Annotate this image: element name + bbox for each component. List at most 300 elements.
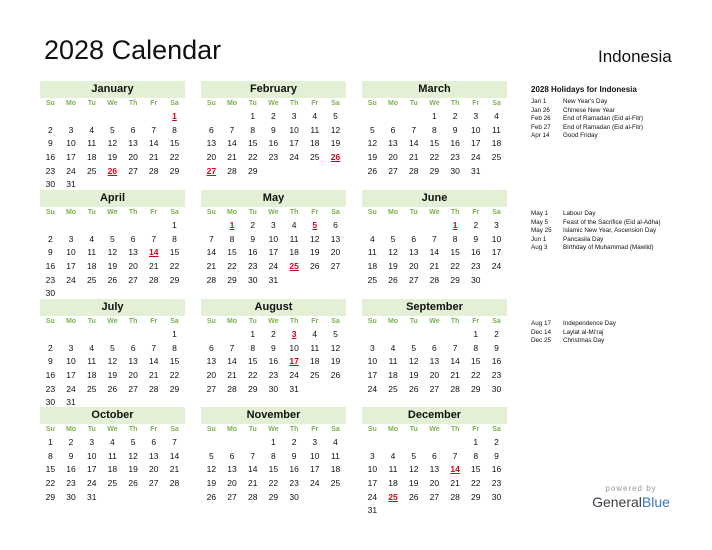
day-cell: 21 xyxy=(227,370,237,381)
weekday-label: Th xyxy=(289,100,299,107)
day-cell: 7 xyxy=(411,124,417,135)
day-cell: 14 xyxy=(247,464,258,475)
day-cell: 17 xyxy=(86,464,97,475)
day-cell: 8 xyxy=(47,450,53,461)
day-cell: 26 xyxy=(206,491,217,502)
day-cell: 5 xyxy=(110,233,115,244)
day-cell: 23 xyxy=(268,152,279,163)
day-cell: 31 xyxy=(471,165,481,176)
day-cell: 18 xyxy=(107,464,118,475)
day-cell: 23 xyxy=(66,478,76,489)
day-cell: 5 xyxy=(110,342,115,353)
month-name: December xyxy=(362,407,507,424)
weekday-label: Fr xyxy=(311,318,319,325)
weekday-label: Th xyxy=(450,100,460,107)
day-cell: 19 xyxy=(367,152,378,163)
day-cell: 30 xyxy=(268,383,279,394)
day-cell: 7 xyxy=(452,450,458,461)
day-cell: 28 xyxy=(247,491,258,502)
empty-cell xyxy=(383,328,404,342)
day-cell: 19 xyxy=(206,478,217,489)
holiday-name: Independence Day xyxy=(563,320,616,327)
month-november xyxy=(201,407,346,504)
day-cell: 16 xyxy=(66,464,76,475)
empty-cell xyxy=(61,110,82,124)
empty-cell xyxy=(143,110,164,124)
brand-logo xyxy=(588,484,674,510)
day-cell: 8 xyxy=(432,124,437,135)
weekday-label: We xyxy=(107,100,118,107)
day-cell: 22 xyxy=(450,261,460,272)
holiday-date: Dec 25 xyxy=(531,337,551,345)
day-cell: 29 xyxy=(169,383,180,394)
day-cell: 14 xyxy=(149,356,159,367)
day-cell: 22 xyxy=(471,478,481,489)
day-cell: 15 xyxy=(247,356,258,367)
day-cell: 19 xyxy=(107,370,118,381)
holiday-item xyxy=(531,115,706,124)
empty-cell xyxy=(123,219,144,233)
day-cell: 28 xyxy=(450,383,460,394)
day-cell: 17 xyxy=(310,464,320,475)
day-cell: 19 xyxy=(330,356,341,367)
day-cell: 23 xyxy=(450,152,460,163)
day-cell: 15 xyxy=(45,464,56,475)
weekday-label: Fr xyxy=(472,209,480,216)
day-cell: 4 xyxy=(312,111,318,121)
day-cell: 11 xyxy=(367,247,377,258)
day-cell: 18 xyxy=(86,152,97,163)
day-cell: 14 xyxy=(227,356,237,367)
day-cell: 31 xyxy=(86,491,97,502)
day-cell: 13 xyxy=(128,138,138,149)
day-cell: 15 xyxy=(268,464,279,475)
weekday-label: Tu xyxy=(87,318,96,325)
month-name: February xyxy=(201,81,346,98)
day-grid xyxy=(201,424,346,504)
day-cell: 8 xyxy=(452,233,458,244)
day-cell: 23 xyxy=(45,165,56,176)
day-cell: 19 xyxy=(310,247,320,258)
weekday-label: Sa xyxy=(170,100,179,107)
holiday-item xyxy=(531,98,706,107)
day-cell: 14 xyxy=(149,138,159,149)
weekday-label: Th xyxy=(128,100,138,107)
day-cell: 20 xyxy=(429,370,440,381)
day-cell: 27 xyxy=(429,383,440,394)
holiday-date: Feb 26 xyxy=(531,115,551,123)
day-cell: 22 xyxy=(247,370,258,381)
weekday-label: Sa xyxy=(492,426,501,433)
day-cell: 10 xyxy=(367,464,378,475)
day-cell: 12 xyxy=(206,464,217,475)
day-cell: 24 xyxy=(471,152,481,163)
month-april xyxy=(40,190,185,301)
day-cell: 12 xyxy=(107,247,118,258)
weekday-label: We xyxy=(268,100,279,107)
day-cell: 25 xyxy=(86,383,97,394)
day-cell: 8 xyxy=(172,124,177,135)
empty-cell xyxy=(40,328,61,342)
empty-cell xyxy=(81,328,102,342)
day-grid xyxy=(40,316,185,410)
holiday-name: Chinese New Year xyxy=(563,106,615,114)
day-cell: 18 xyxy=(310,138,320,149)
day-cell: 18 xyxy=(388,370,398,381)
weekday-label: Su xyxy=(45,426,55,433)
day-cell: 13 xyxy=(206,138,217,149)
month-name: November xyxy=(201,407,346,424)
day-grid xyxy=(201,98,346,178)
day-cell: 5 xyxy=(390,233,396,244)
day-cell: 27 xyxy=(408,274,419,285)
weekday-label: Mo xyxy=(226,209,238,216)
day-cell: 13 xyxy=(408,247,419,258)
holiday-day-cell: 5 xyxy=(312,220,318,230)
empty-cell xyxy=(40,110,61,124)
day-cell: 19 xyxy=(388,261,398,272)
day-cell: 3 xyxy=(89,437,95,447)
day-cell: 12 xyxy=(310,233,320,244)
day-cell: 9 xyxy=(47,356,53,367)
day-cell: 19 xyxy=(330,138,341,149)
day-cell: 13 xyxy=(128,247,138,258)
day-cell: 17 xyxy=(491,247,502,258)
weekday-label: Sa xyxy=(331,100,340,107)
day-cell: 17 xyxy=(66,261,76,272)
holiday-date: Dec 14 xyxy=(531,328,551,336)
holiday-date: May 1 xyxy=(531,210,549,217)
empty-cell xyxy=(222,110,243,124)
day-cell: 2 xyxy=(68,437,74,447)
month-name: March xyxy=(362,81,507,98)
day-cell: 17 xyxy=(367,370,378,381)
day-cell: 18 xyxy=(289,247,299,258)
day-cell: 8 xyxy=(473,342,479,353)
day-cell: 12 xyxy=(388,247,398,258)
month-june xyxy=(362,190,507,287)
day-cell: 19 xyxy=(107,152,118,163)
day-cell: 10 xyxy=(268,233,279,244)
day-cell: 6 xyxy=(432,342,437,353)
day-cell: 30 xyxy=(66,491,76,502)
empty-cell xyxy=(81,110,102,124)
day-cell: 9 xyxy=(473,233,479,244)
day-cell: 2 xyxy=(494,437,499,447)
weekday-label: Th xyxy=(450,209,460,216)
day-cell: 21 xyxy=(450,370,460,381)
brand-name-a: General xyxy=(592,494,642,510)
empty-cell xyxy=(222,436,243,450)
weekday-label: Mo xyxy=(226,426,238,433)
day-cell: 3 xyxy=(494,220,499,230)
empty-cell xyxy=(362,110,383,124)
day-cell: 8 xyxy=(229,233,235,244)
day-cell: 7 xyxy=(250,450,256,461)
day-cell: 30 xyxy=(45,179,56,190)
day-cell: 19 xyxy=(107,261,118,272)
day-cell: 26 xyxy=(388,274,398,285)
day-cell: 17 xyxy=(66,152,76,163)
weekday-label: Fr xyxy=(150,100,158,107)
day-cell: 30 xyxy=(247,274,258,285)
day-cell: 14 xyxy=(227,138,237,149)
day-cell: 21 xyxy=(149,261,159,272)
day-cell: 7 xyxy=(229,124,235,135)
month-december xyxy=(362,407,507,518)
month-february xyxy=(201,81,346,178)
day-cell: 20 xyxy=(128,370,138,381)
day-cell: 7 xyxy=(151,233,157,244)
brand-name-b: Blue xyxy=(641,494,670,510)
day-cell: 22 xyxy=(268,478,279,489)
day-cell: 13 xyxy=(128,356,138,367)
day-cell: 27 xyxy=(227,491,237,502)
weekday-label: Tu xyxy=(87,100,96,107)
day-cell: 27 xyxy=(128,383,138,394)
day-cell: 9 xyxy=(47,138,53,149)
holiday-name: New Year's Day xyxy=(563,98,608,105)
holiday-name: Pancasila Day xyxy=(563,235,604,243)
empty-cell xyxy=(403,110,424,124)
day-cell: 9 xyxy=(271,342,276,353)
day-cell: 23 xyxy=(45,383,56,394)
day-cell: 14 xyxy=(169,450,180,461)
day-cell: 23 xyxy=(491,478,502,489)
day-cell: 3 xyxy=(271,220,276,230)
day-cell: 23 xyxy=(247,261,258,272)
day-cell: 19 xyxy=(128,464,138,475)
holiday-name: Good Friday xyxy=(563,132,598,140)
day-cell: 1 xyxy=(250,111,256,121)
day-cell: 29 xyxy=(471,383,481,394)
day-cell: 13 xyxy=(429,356,440,367)
day-cell: 7 xyxy=(151,124,157,135)
day-cell: 3 xyxy=(291,111,297,121)
weekday-label: We xyxy=(429,100,440,107)
day-cell: 5 xyxy=(130,437,136,447)
day-cell: 6 xyxy=(432,450,437,461)
day-cell: 8 xyxy=(172,233,177,244)
weekday-label: We xyxy=(107,209,118,216)
weekday-label: Tu xyxy=(248,318,257,325)
day-cell: 12 xyxy=(408,464,419,475)
holiday-item xyxy=(531,219,706,228)
day-cell: 23 xyxy=(491,370,502,381)
holiday-day-cell: 26 xyxy=(107,165,118,176)
day-cell: 20 xyxy=(429,478,440,489)
day-cell: 21 xyxy=(227,152,237,163)
day-cell: 27 xyxy=(149,478,159,489)
empty-cell xyxy=(143,219,164,233)
weekday-label: Tu xyxy=(248,209,257,216)
day-cell: 24 xyxy=(310,478,320,489)
weekday-label: We xyxy=(268,426,279,433)
holiday-date: Jan 1 xyxy=(531,98,547,105)
month-name: July xyxy=(40,299,185,316)
holiday-list-title: 2028 Holidays for Indonesia xyxy=(531,85,637,94)
day-cell: 27 xyxy=(128,165,138,176)
day-cell: 9 xyxy=(68,450,74,461)
weekday-label: Tu xyxy=(248,100,257,107)
weekday-label: Sa xyxy=(331,426,340,433)
day-cell: 31 xyxy=(289,383,299,394)
day-cell: 2 xyxy=(250,220,256,230)
day-cell: 20 xyxy=(388,152,398,163)
day-cell: 27 xyxy=(429,491,440,502)
empty-cell xyxy=(403,436,424,450)
day-cell: 5 xyxy=(369,124,375,135)
day-cell: 2 xyxy=(271,111,276,121)
day-cell: 8 xyxy=(172,342,177,353)
weekday-label: We xyxy=(268,318,279,325)
month-name: May xyxy=(201,190,346,207)
day-cell: 20 xyxy=(206,370,217,381)
day-cell: 14 xyxy=(429,247,440,258)
day-cell: 11 xyxy=(289,233,299,244)
day-cell: 2 xyxy=(47,124,53,135)
holiday-item xyxy=(531,320,706,329)
weekday-label: Su xyxy=(367,426,377,433)
day-cell: 10 xyxy=(86,450,97,461)
weekday-label: Fr xyxy=(472,100,480,107)
day-cell: 4 xyxy=(390,342,396,353)
day-cell: 25 xyxy=(310,152,320,163)
day-cell: 10 xyxy=(471,124,481,135)
day-cell: 8 xyxy=(250,342,256,353)
day-cell: 19 xyxy=(408,478,419,489)
day-cell: 22 xyxy=(471,370,481,381)
empty-cell xyxy=(143,328,164,342)
weekday-label: We xyxy=(268,209,279,216)
day-cell: 4 xyxy=(110,437,115,447)
day-cell: 11 xyxy=(87,138,97,149)
holiday-item xyxy=(531,337,706,346)
day-cell: 7 xyxy=(432,233,437,244)
holiday-date: Feb 27 xyxy=(531,123,551,131)
day-cell: 6 xyxy=(208,124,214,135)
day-cell: 26 xyxy=(367,165,378,176)
empty-cell xyxy=(123,110,144,124)
weekday-label: Su xyxy=(206,318,216,325)
day-cell: 24 xyxy=(66,274,76,285)
day-cell: 27 xyxy=(206,383,217,394)
day-cell: 8 xyxy=(271,450,276,461)
day-cell: 2 xyxy=(473,220,479,230)
day-cell: 21 xyxy=(149,370,159,381)
empty-cell xyxy=(201,219,222,233)
day-grid xyxy=(201,316,346,396)
empty-cell xyxy=(102,110,123,124)
powered-by-text: powered by xyxy=(605,484,657,493)
empty-cell xyxy=(81,219,102,233)
empty-cell xyxy=(222,328,243,342)
empty-cell xyxy=(424,436,445,450)
day-cell: 18 xyxy=(86,370,97,381)
day-cell: 4 xyxy=(89,124,95,135)
day-cell: 4 xyxy=(89,233,95,244)
day-cell: 29 xyxy=(247,383,258,394)
day-cell: 25 xyxy=(330,478,341,489)
holiday-date: Jun 1 xyxy=(531,235,547,243)
weekday-label: Su xyxy=(45,209,55,216)
day-grid xyxy=(40,98,185,192)
empty-cell xyxy=(383,110,404,124)
day-cell: 14 xyxy=(206,247,217,258)
day-cell: 25 xyxy=(86,165,97,176)
holiday-item xyxy=(531,132,706,141)
day-cell: 18 xyxy=(491,138,502,149)
day-cell: 15 xyxy=(169,356,180,367)
day-cell: 25 xyxy=(86,274,97,285)
day-cell: 20 xyxy=(206,152,217,163)
weekday-label: Mo xyxy=(226,100,238,107)
day-cell: 7 xyxy=(172,437,177,447)
day-grid xyxy=(362,98,507,178)
day-cell: 12 xyxy=(330,342,341,353)
holiday-date: May 5 xyxy=(531,218,549,226)
holiday-name: Labour Day xyxy=(563,210,596,217)
holiday-day-cell: 26 xyxy=(330,152,341,163)
day-cell: 24 xyxy=(268,261,279,272)
day-cell: 13 xyxy=(429,464,440,475)
day-cell: 21 xyxy=(408,152,419,163)
day-cell: 1 xyxy=(172,220,177,230)
month-september xyxy=(362,299,507,396)
weekday-label: Fr xyxy=(150,209,158,216)
day-cell: 3 xyxy=(68,233,74,244)
day-cell: 16 xyxy=(491,464,502,475)
weekday-label: Th xyxy=(128,318,138,325)
day-cell: 15 xyxy=(429,138,440,149)
day-cell: 23 xyxy=(471,261,481,272)
holiday-day-cell: 3 xyxy=(291,329,297,339)
day-cell: 8 xyxy=(250,124,256,135)
day-cell: 7 xyxy=(452,342,458,353)
day-cell: 1 xyxy=(473,437,479,447)
empty-cell xyxy=(445,436,466,450)
day-cell: 1 xyxy=(250,329,256,339)
day-cell: 23 xyxy=(268,370,279,381)
weekday-label: Mo xyxy=(65,209,77,216)
day-cell: 16 xyxy=(268,138,279,149)
day-grid xyxy=(40,424,185,504)
day-cell: 28 xyxy=(408,165,419,176)
weekday-label: Sa xyxy=(170,209,179,216)
day-cell: 1 xyxy=(473,329,479,339)
day-cell: 31 xyxy=(367,505,378,516)
weekday-label: Th xyxy=(289,209,299,216)
holiday-name: Feast of the Sacrifice (Eid al-Adha) xyxy=(563,218,661,226)
month-august xyxy=(201,299,346,396)
day-cell: 5 xyxy=(411,450,417,461)
weekday-label: We xyxy=(429,426,440,433)
day-cell: 27 xyxy=(330,261,341,272)
day-cell: 22 xyxy=(169,370,180,381)
day-cell: 28 xyxy=(149,274,159,285)
holiday-item xyxy=(531,244,706,253)
day-cell: 25 xyxy=(388,383,398,394)
day-cell: 22 xyxy=(247,152,258,163)
day-cell: 24 xyxy=(367,383,378,394)
day-cell: 5 xyxy=(333,329,338,339)
day-cell: 29 xyxy=(429,165,440,176)
country-name: Indonesia xyxy=(598,47,672,66)
weekday-label: Mo xyxy=(387,100,399,107)
empty-cell xyxy=(403,219,424,233)
weekday-label: Mo xyxy=(226,318,238,325)
day-cell: 28 xyxy=(227,383,237,394)
